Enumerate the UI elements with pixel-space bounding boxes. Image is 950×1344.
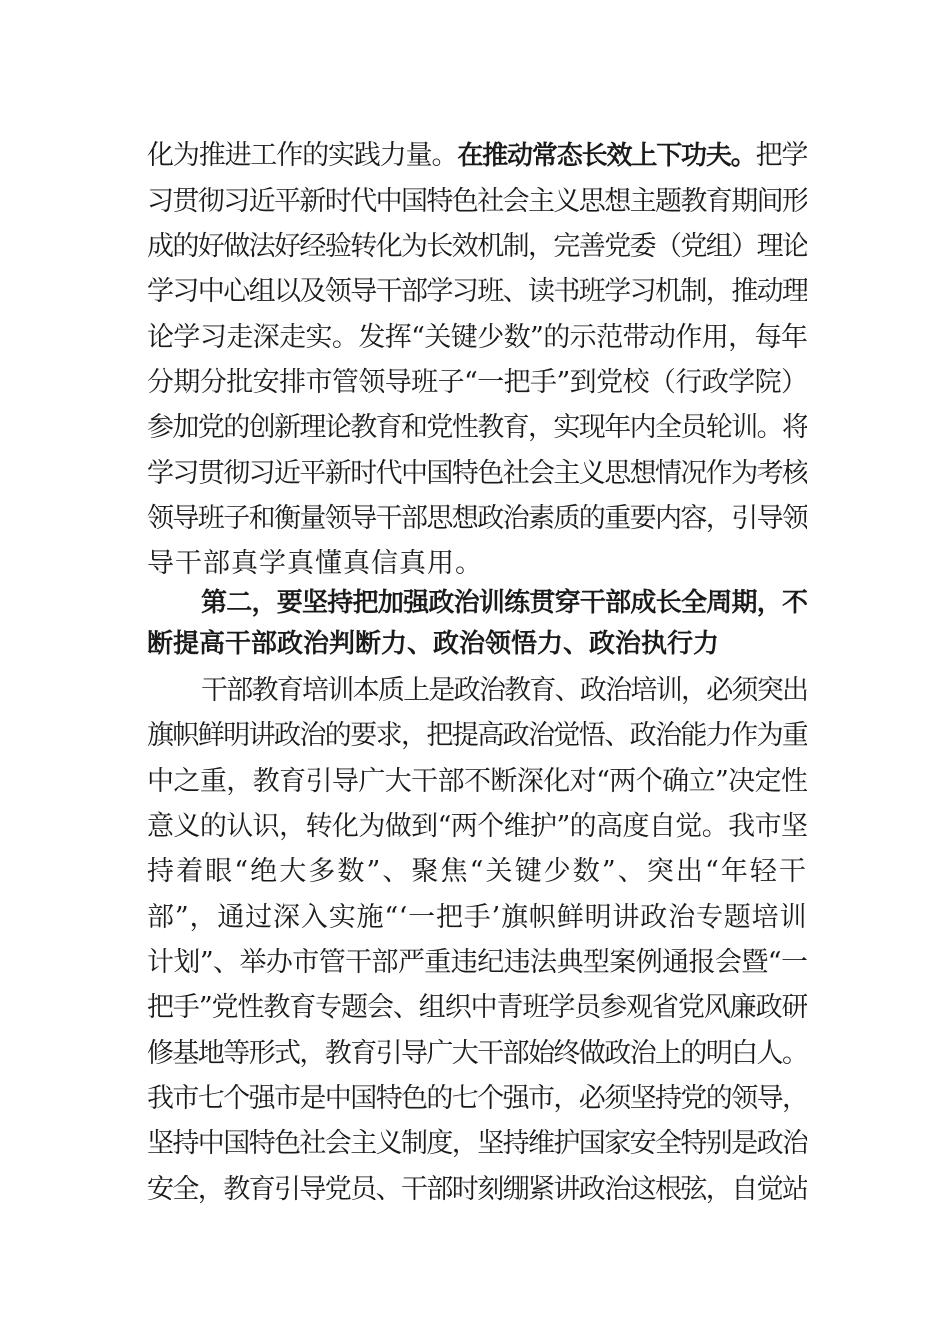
- text-run: 化为推进工作的实践力量。: [147, 140, 458, 171]
- text-line: 计划”、举办市管干部严重违纪违法典型案例通报会暨“一: [147, 947, 807, 978]
- text-line: 部”，通过深入实施“‘一把手’旗帜鲜明讲政治专题培训: [147, 902, 807, 933]
- text-line: 意义的认识，转化为做到“两个维护”的高度自觉。我市坚: [147, 811, 807, 842]
- text-line: 学习贯彻习近平新时代中国特色社会主义思想情况作为考核: [147, 458, 807, 489]
- text-line: 分期分批安排市管领导班子“一把手”到党校（行政学院）: [147, 367, 807, 398]
- text-line: 学习中心组以及领导干部学习班、读书班学习机制，推动理: [147, 276, 807, 307]
- text-line: 习贯彻习近平新时代中国特色社会主义思想主题教育期间形: [147, 186, 807, 217]
- text-line: 中之重，教育引导广大干部不断深化对“两个确立”决定性: [147, 766, 807, 797]
- text-line: 领导班子和衡量领导干部思想政治素质的重要内容，引导领: [147, 503, 807, 534]
- text-line: 干部教育培训本质上是政治教育、政治培训，必须突出: [201, 675, 807, 706]
- text-line: 参加党的创新理论教育和党性教育，实现年内全员轮训。将: [147, 412, 807, 443]
- text-line: 论学习走深走实。发挥“关键少数”的示范带动作用，每年: [147, 322, 807, 353]
- text-line: 旗帜鲜明讲政治的要求，把提高政治觉悟、政治能力作为重: [147, 720, 807, 751]
- text-run: 把学: [755, 140, 807, 171]
- text-line: 把手”党性教育专题会、组织中青班学员参观省党风廉政研: [147, 992, 807, 1023]
- text-line: 导干部真学真懂真信真用。: [147, 548, 483, 579]
- text-line: 修基地等形式，教育引导广大干部始终做政治上的明白人。: [147, 1038, 807, 1069]
- section-heading: 第二，要坚持把加强政治训练贯穿干部成长全周期，不: [201, 588, 807, 618]
- text-line: 坚持中国特色社会主义制度，坚持维护国家安全特别是政治: [147, 1128, 807, 1159]
- bold-lead-phrase: 在推动常态长效上下功夫。: [457, 141, 756, 171]
- text-line: [147, 136, 807, 176]
- text-line: 持着眼“绝大多数”、聚焦“关键少数”、突出“年轻干: [147, 856, 807, 887]
- text-line: 成的好做法好经验转化为长效机制，完善党委（党组）理论: [147, 231, 807, 262]
- section-heading: 断提高干部政治判断力、政治领悟力、政治执行力: [147, 629, 720, 659]
- text-line: 我市七个强市是中国特色的七个强市，必须坚持党的领导，: [147, 1083, 807, 1114]
- text-line: 安全，教育引导党员、干部时刻绷紧讲政治这根弦，自觉站: [147, 1174, 807, 1205]
